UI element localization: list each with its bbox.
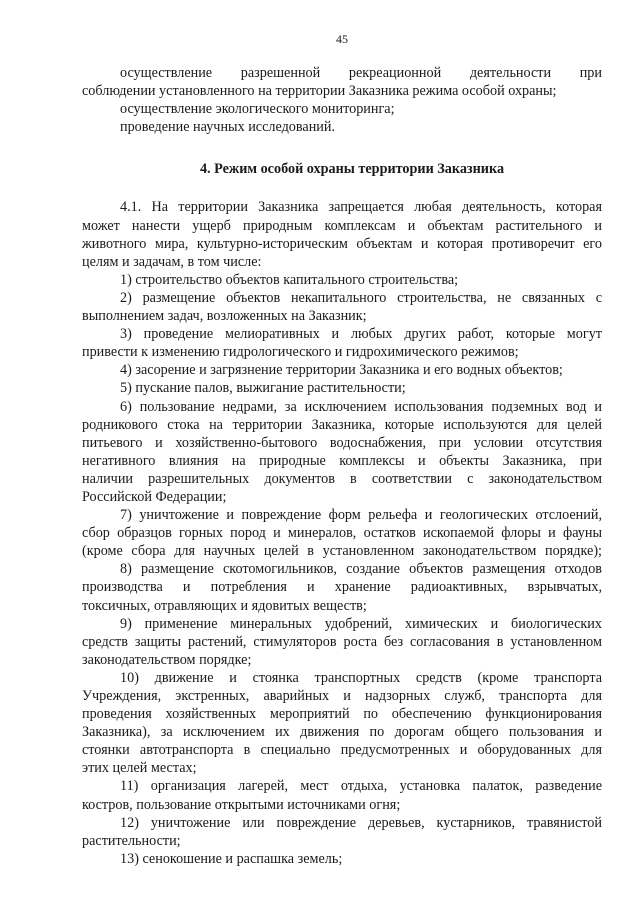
text-line: может нанести ущерб природным комплексам и объектам растительного и	[82, 217, 602, 234]
text-line: Российской Федерации;	[82, 488, 227, 505]
text-line: проведение научных исследований.	[120, 119, 336, 136]
text-line: выполнением задач, возложенных на Заказник;	[82, 308, 367, 325]
text-line: 1) строительство объектов капитального строительства;	[120, 271, 459, 288]
text-line: целям и задачам, в том числе:	[82, 253, 262, 270]
text-line: наличии разрешительных документов в соответствии с законодательством	[82, 470, 602, 487]
text-line: стоянки автотранспорта в специально предусмотренных и оборудованных для	[82, 742, 602, 759]
text-line: проведения хозяйственных мероприятий по обеспечению функционирования	[82, 706, 602, 723]
section-heading: 4. Режим особой охраны территории Заказника	[199, 161, 505, 178]
text-line: токсичных, отравляющих и ядовитых веществ;	[82, 597, 367, 614]
text-line: этих целей местах;	[82, 760, 197, 777]
text-line: 11) организация лагерей, мест отдыха, установка палаток, разведение	[120, 778, 602, 795]
text-line: Заказника), за исключением их движения по дорогам общего пользования и	[82, 724, 602, 741]
text-line: 4.1. На территории Заказника запрещается любая деятельность, которая	[120, 199, 602, 216]
text-line: Учреждения, экстренных, аварийных и надзорных служб, транспорта для	[82, 688, 602, 704]
text-line: 9) применение минеральных удобрений, химических и биологических	[120, 615, 602, 632]
text-line: 12) уничтожение или повреждение деревьев, кустарников, травянистой	[120, 814, 602, 831]
text-line: соблюдении установленного на территории Заказника режима особой охраны;	[82, 83, 557, 100]
text-line: (кроме сбора для научных целей в установленном законодательством порядке);	[82, 543, 602, 560]
text-line: привести к изменению гидрологического и гидрохимического режимов;	[82, 344, 519, 361]
text-line: средств защиты растений, стимуляторов роста без согласования в установленном	[82, 633, 602, 650]
section-body	[82, 198, 602, 867]
top-paragraphs	[82, 64, 602, 136]
text-line: негативного влияния на природные комплексы и объекты Заказника, при	[82, 452, 602, 469]
text-line: 2) размещение объектов некапитального строительства, не связанных с	[120, 289, 602, 306]
text-line: животного мира, культурно-историческим объектам и которая противоречит его	[82, 235, 602, 252]
text-line: родникового стока на территории Заказника, которые используются для целей	[82, 416, 602, 433]
page-number: 45	[336, 32, 348, 46]
text-line: осуществление разрешенной рекреационной деятельности при	[120, 65, 602, 81]
text-line: производства и потребления и хранение радиоактивных, взрывчатых,	[82, 579, 602, 596]
text-line: сбор образцов горных пород и минералов, остатков ископаемой флоры и фауны	[82, 525, 602, 542]
text-line: 3) проведение мелиоративных и любых других работ, которые могут	[120, 326, 602, 343]
text-line: 7) уничтожение и повреждение форм рельефа и геологических отслоений,	[120, 507, 602, 524]
text-line: осуществление экологического мониторинга;	[120, 101, 395, 118]
document-page	[82, 30, 602, 868]
text-line: костров, пользование открытыми источниками огня;	[82, 796, 401, 813]
text-line: растительности;	[82, 832, 181, 849]
text-line: 8) размещение скотомогильников, создание объектов размещения отходов	[120, 561, 602, 578]
text-line: 4) засорение и загрязнение территории Заказника и его водных объектов;	[120, 362, 563, 379]
text-line: 5) пускание палов, выжигание растительности;	[120, 380, 406, 397]
text-line: законодательством порядке;	[82, 651, 252, 668]
text-line: 13) сенокошение и распашка земель;	[120, 850, 343, 867]
text-line: 10) движение и стоянка транспортных средств (кроме транспорта	[120, 669, 602, 686]
text-line: 6) пользование недрами, за исключением использования подземных вод и	[120, 398, 602, 415]
text-line: питьевого и хозяйственно-бытового водоснабжения, при условии отсутствия	[82, 434, 602, 451]
